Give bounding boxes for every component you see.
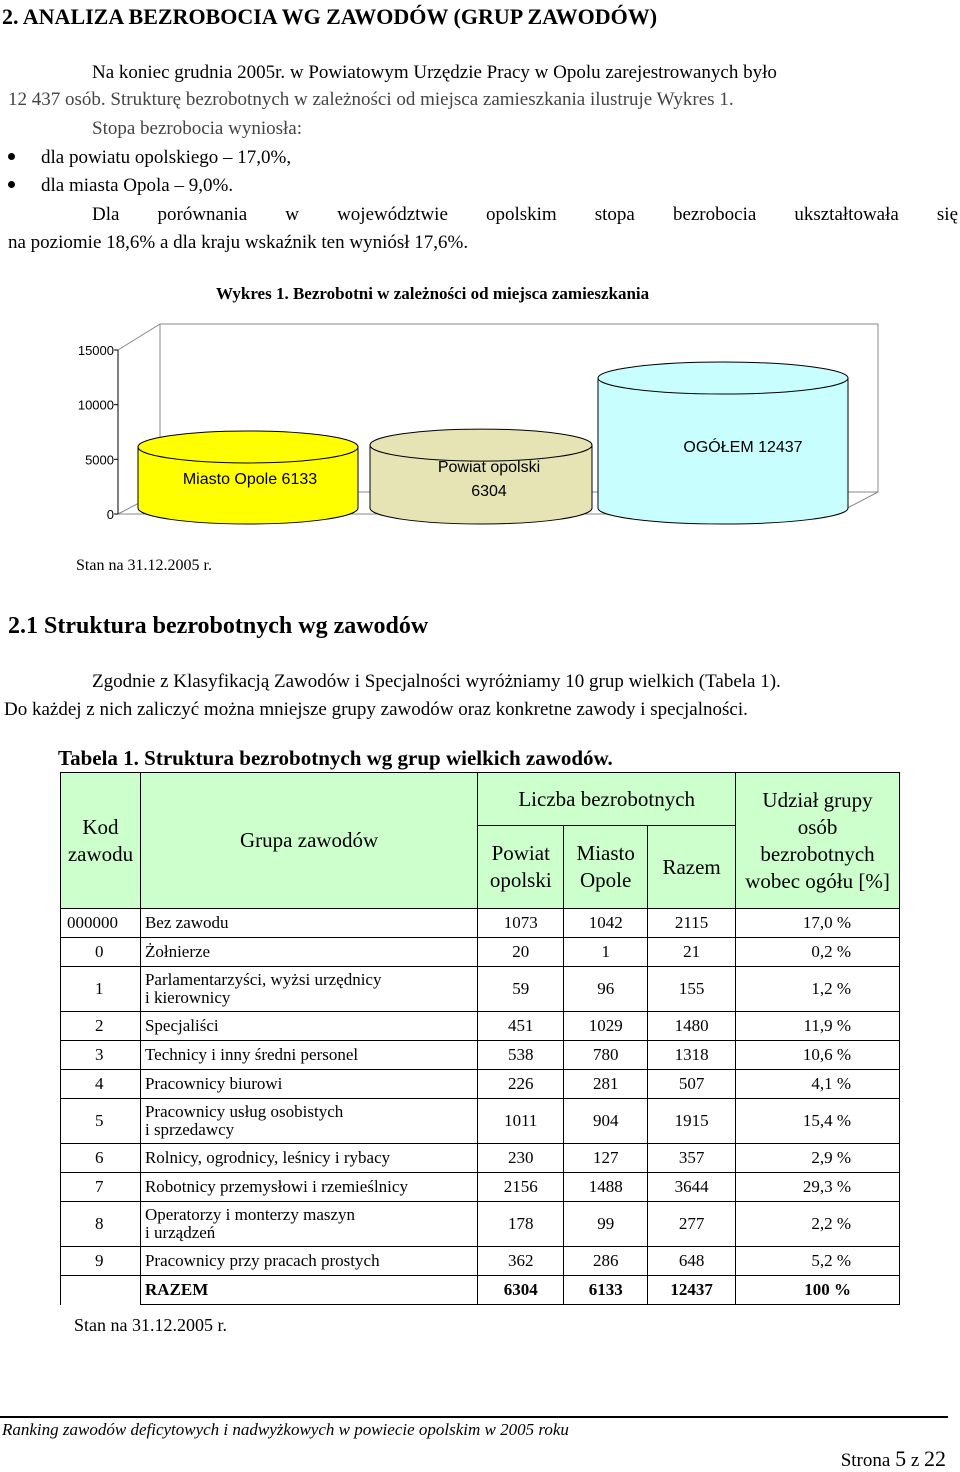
cell-grupa-line: Technicy i inny średni personel: [144, 1045, 359, 1064]
cell-razem: 1915: [648, 1099, 736, 1144]
table-row: [61, 1202, 900, 1247]
y-tick-label: 15000: [77, 343, 114, 358]
page-number: [841, 1446, 946, 1472]
cell-grupa: [140, 967, 477, 1012]
cell-udzial: 4,1 %: [736, 1070, 900, 1099]
cell-udzial: 5,2 %: [736, 1247, 900, 1276]
table-row: [61, 1099, 900, 1144]
y-tick-label: 5000: [85, 452, 114, 468]
table-total-row: [61, 1276, 900, 1305]
table-row: [61, 1247, 900, 1276]
cell-razem: 1318: [648, 1041, 736, 1070]
cell-udzial: 2,9 %: [736, 1144, 900, 1173]
header-powiat: Powiat opolski: [478, 826, 564, 909]
table-row: [61, 1173, 900, 1202]
cell-udzial: 2,2 %: [736, 1202, 900, 1247]
cell-kod: 2: [61, 1012, 141, 1041]
cell-udzial: 17,0 %: [736, 909, 900, 938]
cell-total-label: RAZEM: [140, 1276, 477, 1305]
cell-grupa-line: Parlamentarzyści, wyżsi urzędnicy: [144, 970, 382, 989]
cell-udzial: 29,3 %: [736, 1173, 900, 1202]
table-row: [61, 967, 900, 1012]
cell-udzial: 10,6 %: [736, 1041, 900, 1070]
cell-grupa-line: Pracownicy biurowi: [144, 1074, 283, 1093]
intro-line-4: Dla porównania w województwie opolskim stopa bezrobocia ukształtowała się: [92, 204, 958, 225]
bullet-dot: [8, 153, 15, 160]
cell-grupa: [140, 1070, 477, 1099]
table-body: [61, 909, 900, 1305]
cell-kod: 000000: [61, 909, 141, 938]
cell-miasto: 96: [564, 967, 648, 1012]
chart-title: Wykres 1. Bezrobotni w zależności od miejsca zamieszkania: [216, 284, 650, 303]
cell-total-razem: 12437: [648, 1276, 736, 1305]
cell-kod: 1: [61, 967, 141, 1012]
cell-powiat: 59: [478, 967, 564, 1012]
header-liczba: Liczba bezrobotnych: [478, 773, 736, 826]
cell-kod: 5: [61, 1099, 141, 1144]
cell-powiat: 1011: [478, 1099, 564, 1144]
cell-powiat: 538: [478, 1041, 564, 1070]
y-tick-label: 10000: [77, 397, 114, 413]
chart-note: Stan na 31.12.2005 r.: [76, 557, 212, 574]
cell-grupa-line: Rolnicy, ogrodnicy, leśnicy i rybacy: [144, 1148, 391, 1167]
table-row: [61, 1041, 900, 1070]
cell-grupa: [140, 1247, 477, 1276]
cell-miasto: 1488: [564, 1173, 648, 1202]
cell-total-powiat: 6304: [478, 1276, 564, 1305]
cell-razem: 648: [648, 1247, 736, 1276]
page-total: 22: [924, 1446, 946, 1471]
cell-grupa: [140, 938, 477, 967]
cell-miasto: 286: [564, 1247, 648, 1276]
bullet-dot: [8, 181, 15, 188]
cell-udzial: 15,4 %: [736, 1099, 900, 1144]
intro-line-5: na poziomie 18,6% a dla kraju wskaźnik ten wyniósł 17,6%.: [8, 232, 469, 253]
cell-kod: 7: [61, 1173, 141, 1202]
data-label-miasto: Miasto Opole 6133: [182, 471, 318, 488]
table-row: [61, 909, 900, 938]
page-prefix: Strona: [840, 1450, 891, 1471]
table-title: Tabela 1. Struktura bezrobotnych wg grup wielkich zawodów.: [58, 746, 613, 770]
bullet-text: dla miasta Opola – 9,0%.: [41, 175, 234, 196]
cell-powiat: 178: [478, 1202, 564, 1247]
bar-cylinder-top: [138, 431, 358, 463]
cell-powiat: 362: [478, 1247, 564, 1276]
cell-udzial: 11,9 %: [736, 1012, 900, 1041]
cell-grupa: [140, 909, 477, 938]
cell-grupa: [140, 1144, 477, 1173]
section-heading: 2. ANALIZA BEZROBOCIA WG ZAWODÓW (GRUP ZAWODÓW): [2, 4, 658, 29]
cell-kod: 9: [61, 1247, 141, 1276]
subsection-title: 2.1 Struktura bezrobotnych wg zawodów: [8, 613, 429, 639]
header-grupa: Grupa zawodów: [140, 773, 477, 909]
cell-razem: 1480: [648, 1012, 736, 1041]
cell-grupa-line: Specjaliści: [144, 1016, 219, 1035]
cell-miasto: 1029: [564, 1012, 648, 1041]
cell-grupa: [140, 1173, 477, 1202]
cell-miasto: 904: [564, 1099, 648, 1144]
footer-text: Ranking zawodów deficytowych i nadwyżkowych w powiecie opolskim w 2005 roku: [2, 1420, 569, 1439]
cell-razem: 277: [648, 1202, 736, 1247]
cell-powiat: 2156: [478, 1173, 564, 1202]
cell-grupa-line: Pracownicy przy pracach prostych: [144, 1251, 380, 1270]
header-udzial: Udział grupy osób bezrobotnych wobec ogółu [%]: [736, 773, 900, 909]
intro-line-3: Stopa bezrobocia wyniosła:: [92, 118, 303, 139]
bullet-miasto: [8, 175, 233, 197]
cell-total-miasto: 6133: [564, 1276, 648, 1305]
section-line-1: Zgodnie z Klasyfikacją Zawodów i Specjalności wyróżniamy 10 grup wielkich (Tabela 1).: [92, 671, 781, 692]
cell-empty: [61, 1276, 141, 1305]
cell-grupa-line: Żołnierze: [144, 942, 211, 961]
cell-kod: 8: [61, 1202, 141, 1247]
cell-grupa: [140, 1041, 477, 1070]
cell-grupa-line: i kierownicy: [144, 988, 231, 1007]
table-row: [61, 1144, 900, 1173]
cell-grupa: [140, 1012, 477, 1041]
cell-powiat: 1073: [478, 909, 564, 938]
cell-powiat: 20: [478, 938, 564, 967]
page-current: 5: [895, 1446, 907, 1471]
data-label-powiat: Powiat opolski: [437, 459, 541, 476]
cell-grupa-line: Bez zawodu: [144, 913, 229, 932]
table-row: [61, 1012, 900, 1041]
footer-divider: [0, 1416, 948, 1418]
cell-kod: 3: [61, 1041, 141, 1070]
intro-line-1: Na koniec grudnia 2005r. w Powiatowym Urzędzie Pracy w Opolu zarejestrowanych było: [92, 62, 777, 83]
table-note: Stan na 31.12.2005 r.: [74, 1315, 227, 1335]
intro-line-2: 12 437 osób. Strukturę bezrobotnych w zależności od miejsca zamieszkania ilustruje Wykres 1.: [8, 89, 734, 110]
cell-miasto: 99: [564, 1202, 648, 1247]
bar-cylinder-top: [598, 362, 848, 394]
data-label-ogolem: OGÓŁEM 12437: [683, 439, 803, 456]
cell-udzial: 1,2 %: [736, 967, 900, 1012]
cell-powiat: 451: [478, 1012, 564, 1041]
cell-miasto: 1042: [564, 909, 648, 938]
cell-powiat: 226: [478, 1070, 564, 1099]
cell-kod: 6: [61, 1144, 141, 1173]
y-tick-label: 0: [106, 507, 114, 522]
bar-chart: [60, 312, 890, 532]
header-miasto: Miasto Opole: [564, 826, 648, 909]
cell-grupa: [140, 1099, 477, 1144]
cell-grupa-line: Operatorzy i monterzy maszyn: [144, 1205, 356, 1224]
cell-grupa-line: Robotnicy przemysłowi i rzemieślnicy: [144, 1177, 408, 1196]
cell-razem: 3644: [648, 1173, 736, 1202]
unemployment-table: [60, 772, 900, 1305]
cell-razem: 507: [648, 1070, 736, 1099]
cell-miasto: 1: [564, 938, 648, 967]
cell-grupa-line: i sprzedawcy: [144, 1120, 235, 1139]
data-label-powiat-value: 6304: [471, 483, 507, 500]
cell-kod: 0: [61, 938, 141, 967]
cell-total-udzial: 100 %: [736, 1276, 900, 1305]
table-row: [61, 938, 900, 967]
page-sep: z: [910, 1450, 920, 1471]
cell-udzial: 0,2 %: [736, 938, 900, 967]
cell-razem: 357: [648, 1144, 736, 1173]
cell-miasto: 780: [564, 1041, 648, 1070]
cell-razem: 2115: [648, 909, 736, 938]
cell-razem: 21: [648, 938, 736, 967]
header-razem: Razem: [648, 826, 736, 909]
cell-grupa: [140, 1202, 477, 1247]
cell-powiat: 230: [478, 1144, 564, 1173]
header-kod: Kod zawodu: [61, 773, 141, 909]
bar-cylinder-top: [370, 429, 592, 461]
cell-miasto: 281: [564, 1070, 648, 1099]
cell-razem: 155: [648, 967, 736, 1012]
bullet-text: dla powiatu opolskiego – 17,0%,: [41, 147, 292, 168]
cell-miasto: 127: [564, 1144, 648, 1173]
cell-kod: 4: [61, 1070, 141, 1099]
table-row: [61, 1070, 900, 1099]
section-line-2: Do każdej z nich zaliczyć można mniejsze grupy zawodów oraz konkretne zawody i specjalności.: [4, 699, 748, 720]
bullet-powiat: [8, 147, 291, 169]
cell-grupa-line: i urządzeń: [144, 1223, 216, 1242]
cell-grupa-line: Pracownicy usług osobistych: [144, 1102, 344, 1121]
